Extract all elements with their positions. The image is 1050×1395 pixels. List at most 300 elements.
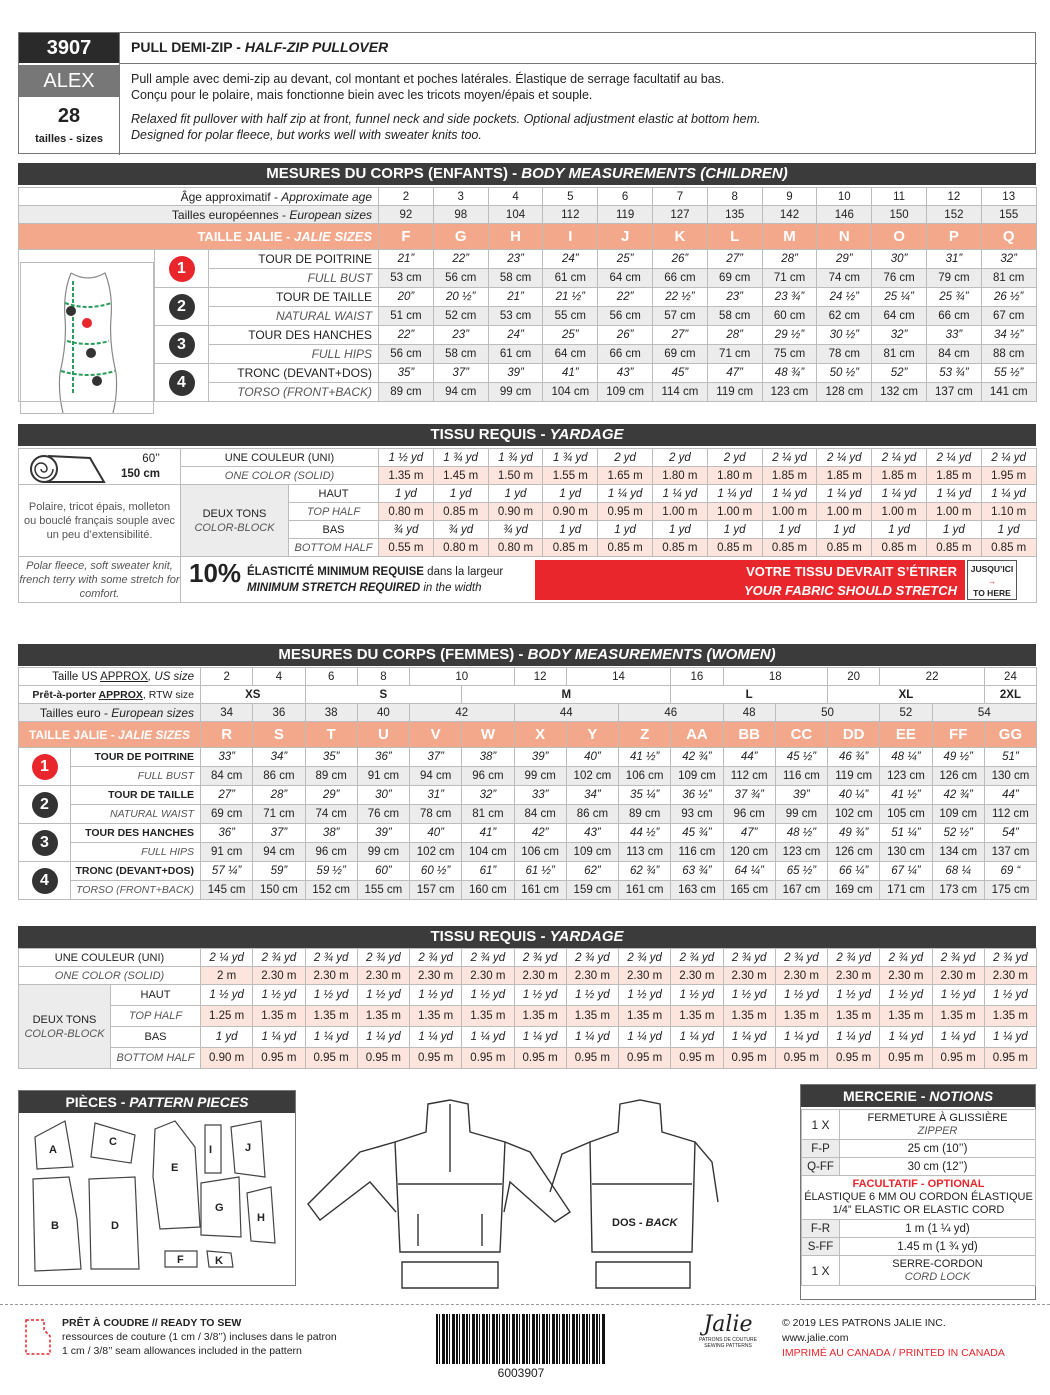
m-cell: 1.80 m xyxy=(707,467,762,485)
top-label: HAUT xyxy=(111,985,201,1006)
age-label: Âge approximatif - Approximate age xyxy=(19,188,379,206)
solid-row-yd xyxy=(19,949,1037,967)
jalie-size-cell: AA xyxy=(671,722,723,748)
measurement-row-cm xyxy=(19,881,1037,900)
m-cell: 1.35 m xyxy=(723,1006,775,1027)
cm-cell: 109 cm xyxy=(932,805,984,824)
cm-cell: 119 cm xyxy=(828,767,880,786)
stretch-row xyxy=(19,557,1037,603)
cm-cell: 66 cm xyxy=(598,345,653,364)
yd-cell: 1 ¼ yd xyxy=(926,485,981,503)
inch-cell: 40” xyxy=(410,824,462,843)
desc-fr-1: Pull ample avec demi-zip au devant, col montant et poches latérales. Élastique de serrage facultatif au bas. xyxy=(131,72,725,86)
cm-cell: 74 cm xyxy=(305,805,357,824)
inch-cell: 24 ½” xyxy=(817,288,872,307)
top-row-m xyxy=(19,1006,1037,1027)
cm-cell: 56 cm xyxy=(433,269,488,288)
yd-cell: 1 yd xyxy=(926,521,981,539)
barcode-number: 6003907 xyxy=(497,1366,545,1380)
width-inches: 60’’ xyxy=(142,452,160,465)
age-cell: 2 xyxy=(379,188,434,206)
yd-cell: 2 ¾ yd xyxy=(619,949,671,967)
inch-cell: 51 ¼” xyxy=(880,824,932,843)
cm-cell: 89 cm xyxy=(305,767,357,786)
measure-label: TOUR DE TAILLE xyxy=(71,786,201,805)
copyright: © 2019 LES PATRONS JALIE INC. www.jalie.com IMPRIMÉ AU CANADA / PRINTED IN CANADA xyxy=(782,1317,1005,1359)
euro-cell: 152 xyxy=(927,206,982,224)
cm-cell: 61 cm xyxy=(488,345,543,364)
inch-cell: 66 ¼” xyxy=(828,862,880,881)
cm-cell: 94 cm xyxy=(410,767,462,786)
yd-cell: 1 yd xyxy=(652,521,707,539)
cm-cell: 99 cm xyxy=(514,767,566,786)
inch-cell: 54” xyxy=(984,824,1036,843)
yd-cell: 2 ¼ yd xyxy=(926,449,981,467)
cm-cell: 78 cm xyxy=(410,805,462,824)
cm-cell: 81 cm xyxy=(462,805,514,824)
inch-cell: 42 ¾” xyxy=(932,786,984,805)
yd-cell: 2 ¾ yd xyxy=(566,949,618,967)
jalie-size-cell: X xyxy=(514,722,566,748)
inch-cell: 24” xyxy=(543,250,598,269)
jalie-size-cell: G xyxy=(433,224,488,250)
inch-cell: 48 ¼” xyxy=(880,748,932,767)
m-cell: 0.85 m xyxy=(707,539,762,557)
inch-cell: 20 ½” xyxy=(433,288,488,307)
solid-label-en: ONE COLOR (SOLID) xyxy=(181,467,379,485)
m-cell: 0.85 m xyxy=(598,539,653,557)
cm-cell: 61 cm xyxy=(543,269,598,288)
age-cell: 7 xyxy=(653,188,708,206)
cm-cell: 67 cm xyxy=(981,307,1036,326)
yd-cell: 2 ¾ yd xyxy=(514,949,566,967)
yd-cell: 1 ½ yd xyxy=(514,985,566,1006)
inch-cell: 61 ½” xyxy=(514,862,566,881)
yd-cell: 1 ¼ yd xyxy=(880,1027,932,1048)
m-cell: 0.95 m xyxy=(410,1048,462,1069)
inch-cell: 27” xyxy=(707,250,762,269)
inch-cell: 57 ¼” xyxy=(201,862,253,881)
m-cell: 1.35 m xyxy=(671,1006,723,1027)
cm-cell: 69 cm xyxy=(707,269,762,288)
yd-cell: 2 yd xyxy=(707,449,762,467)
m-cell: 0.90 m xyxy=(201,1048,253,1069)
m-cell: 1.35 m xyxy=(775,1006,827,1027)
cm-cell: 84 cm xyxy=(201,767,253,786)
m-cell: 2.30 m xyxy=(462,967,514,985)
website-link[interactable]: www.jalie.com xyxy=(782,1332,849,1344)
euro-cell: 135 xyxy=(707,206,762,224)
euro-cell: 92 xyxy=(379,206,434,224)
m-cell: 0.95 m xyxy=(932,1048,984,1069)
desc-en-1: Relaxed fit pullover with half zip at front, funnel neck and side pockets. Optional adjustment elastic at bottom hem. xyxy=(131,112,761,126)
cm-cell: 53 cm xyxy=(488,307,543,326)
cm-cell: 53 cm xyxy=(379,269,434,288)
us-size-cell: 4 xyxy=(253,668,305,686)
rtw-size-cell: M xyxy=(462,686,671,704)
yd-cell: 2 ¾ yd xyxy=(410,949,462,967)
measure-number-icon: 4 xyxy=(32,868,58,894)
m-cell: 0.95 m xyxy=(984,1048,1036,1069)
euro-cell: 34 xyxy=(201,704,253,722)
solid-label: UNE COULEUR (UNI) xyxy=(19,949,201,967)
measure-label: TOUR DE POITRINE xyxy=(71,748,201,767)
m-cell: 0.95 m xyxy=(598,503,653,521)
m-cell: 1.35 m xyxy=(379,467,434,485)
cm-cell: 94 cm xyxy=(433,383,488,402)
solid-row-yd xyxy=(19,449,1037,467)
inch-cell: 29” xyxy=(817,250,872,269)
cm-cell: 109 cm xyxy=(671,767,723,786)
inch-cell: 34” xyxy=(253,748,305,767)
cm-cell: 99 cm xyxy=(488,383,543,402)
yd-cell: 1 ¼ yd xyxy=(984,1027,1036,1048)
cm-cell: 171 cm xyxy=(880,881,932,900)
inch-cell: 42” xyxy=(514,824,566,843)
inch-cell: 27” xyxy=(201,786,253,805)
yd-cell: 1 ¼ yd xyxy=(817,485,872,503)
inch-cell: 31” xyxy=(410,786,462,805)
cm-cell: 91 cm xyxy=(201,843,253,862)
m-cell: 0.80 m xyxy=(488,539,543,557)
measure-number-cell xyxy=(19,748,71,786)
yd-cell: 1 yd xyxy=(543,485,598,503)
m-cell: 1.35 m xyxy=(514,1006,566,1027)
measure-label-en: FULL BUST xyxy=(209,269,379,288)
yd-cell: 2 ¼ yd xyxy=(817,449,872,467)
cm-cell: 89 cm xyxy=(379,383,434,402)
seam-en: 1 cm / 3/8’’ seam allowances included in the pattern xyxy=(62,1345,302,1357)
inch-cell: 51” xyxy=(984,748,1036,767)
cm-cell: 57 cm xyxy=(653,307,708,326)
yd-cell: 1 yd xyxy=(817,521,872,539)
inch-cell: 22” xyxy=(433,250,488,269)
euro-cell: 40 xyxy=(357,704,409,722)
cm-cell: 112 cm xyxy=(723,767,775,786)
inch-cell: 41 ½” xyxy=(880,786,932,805)
cm-cell: 123 cm xyxy=(775,843,827,862)
us-size-label: Taille US APPROX, US size xyxy=(19,668,201,686)
cm-cell: 104 cm xyxy=(462,843,514,862)
inch-cell: 65 ½” xyxy=(775,862,827,881)
inch-cell: 35” xyxy=(305,748,357,767)
jalie-label: TAILLE JALIE - JALIE SIZES xyxy=(19,722,201,748)
cm-cell: 89 cm xyxy=(619,805,671,824)
cm-cell: 161 cm xyxy=(514,881,566,900)
m-cell: 1.95 m xyxy=(981,467,1036,485)
m-cell: 0.85 m xyxy=(926,539,981,557)
inch-cell: 36 ½” xyxy=(671,786,723,805)
yd-cell: 1 ½ yd xyxy=(932,985,984,1006)
stretch-percent: 10% xyxy=(189,558,242,588)
jalie-size-cell: GG xyxy=(984,722,1036,748)
inch-cell: 40 ¼” xyxy=(828,786,880,805)
m-cell: 2 m xyxy=(201,967,253,985)
jalie-size-cell: Y xyxy=(566,722,618,748)
rtw-size-cell: L xyxy=(671,686,828,704)
cm-cell: 104 cm xyxy=(543,383,598,402)
jalie-size-cell: W xyxy=(462,722,514,748)
cm-cell: 155 cm xyxy=(357,881,409,900)
cm-cell: 66 cm xyxy=(653,269,708,288)
yd-cell: 2 ¼ yd xyxy=(981,449,1036,467)
measurement-row-cm xyxy=(19,805,1037,824)
us-size-row xyxy=(19,668,1037,686)
inch-cell: 49 ½” xyxy=(932,748,984,767)
inch-cell: 31” xyxy=(927,250,982,269)
piece-label: F xyxy=(177,1254,184,1266)
euro-cell: 127 xyxy=(653,206,708,224)
inch-cell: 23” xyxy=(707,288,762,307)
us-size-cell: 14 xyxy=(566,668,671,686)
cm-cell: 58 cm xyxy=(433,345,488,364)
inch-cell: 21” xyxy=(488,288,543,307)
solid-label-en: ONE COLOR (SOLID) xyxy=(19,967,201,985)
yd-cell: 1 ¾ yd xyxy=(433,449,488,467)
yd-cell: 1 yd xyxy=(981,521,1036,539)
inch-cell: 23” xyxy=(433,326,488,345)
inch-cell: 20” xyxy=(379,288,434,307)
euro-cell: 36 xyxy=(253,704,305,722)
inch-cell: 43” xyxy=(598,364,653,383)
fabric-en: Polar fleece, soft sweater knit, french terry with some stretch for comfort. xyxy=(19,557,181,603)
inch-cell: 59” xyxy=(253,862,305,881)
pattern-number: 3907 xyxy=(19,33,119,63)
yd-cell: 1 ¼ yd xyxy=(723,1027,775,1048)
fabric-roll-icon xyxy=(28,452,108,491)
cm-cell: 114 cm xyxy=(653,383,708,402)
jalie-size-cell: F xyxy=(379,224,434,250)
women-yardage-title xyxy=(18,926,1036,948)
inch-cell: 30 ½” xyxy=(817,326,872,345)
children-yardage-table xyxy=(18,448,1037,603)
m-cell: 2.30 m xyxy=(880,967,932,985)
jalie-size-cell: H xyxy=(488,224,543,250)
cm-cell: 84 cm xyxy=(927,345,982,364)
cm-cell: 62 cm xyxy=(817,307,872,326)
piece-label: I xyxy=(209,1144,213,1156)
seam-icon xyxy=(22,1316,52,1361)
m-cell: 0.95 m xyxy=(357,1048,409,1069)
measurement-row-cm xyxy=(19,843,1037,862)
cm-cell: 150 cm xyxy=(253,881,305,900)
age-cell: 10 xyxy=(817,188,872,206)
inch-cell: 22” xyxy=(598,288,653,307)
top-label: HAUT xyxy=(289,485,379,503)
children-measurement-table xyxy=(18,187,1037,402)
cm-cell: 145 cm xyxy=(201,881,253,900)
measure-number-icon: 1 xyxy=(32,754,58,780)
cm-cell: 71 cm xyxy=(707,345,762,364)
us-size-cell: 12 xyxy=(514,668,566,686)
age-cell: 6 xyxy=(598,188,653,206)
piece-label: H xyxy=(257,1212,265,1224)
inch-cell: 44 ½” xyxy=(619,824,671,843)
rtw-size-row xyxy=(19,686,1037,704)
inch-cell: 47” xyxy=(723,824,775,843)
us-size-cell: 22 xyxy=(880,668,985,686)
m-cell: 1.35 m xyxy=(619,1006,671,1027)
euro-label: Tailles euro - European sizes xyxy=(19,704,201,722)
measure-label: TOUR DES HANCHES xyxy=(209,326,379,345)
cm-cell: 76 cm xyxy=(872,269,927,288)
measure-label: TOUR DES HANCHES xyxy=(71,824,201,843)
yd-cell: 1 yd xyxy=(201,1027,253,1048)
age-cell: 8 xyxy=(707,188,762,206)
m-cell: 2.30 m xyxy=(723,967,775,985)
measure-number-icon: 3 xyxy=(169,332,195,358)
inch-cell: 37 ¾” xyxy=(723,786,775,805)
jalie-size-cell: I xyxy=(543,224,598,250)
cm-cell: 102 cm xyxy=(410,843,462,862)
elastic-row: FACULTATIF - OPTIONAL ÉLASTIQUE 6 MM OU CORDON ÉLASTIQUE 1/4” ELASTIC OR ELASTIC CORD xyxy=(802,1176,1036,1220)
cm-cell: 64 cm xyxy=(543,345,598,364)
rtw-size-cell: 2XL xyxy=(984,686,1036,704)
euro-cell: 38 xyxy=(305,704,357,722)
cm-cell: 120 cm xyxy=(723,843,775,862)
yd-cell: 1 yd xyxy=(433,485,488,503)
inch-cell: 61” xyxy=(462,862,514,881)
jalie-size-cell: FF xyxy=(932,722,984,748)
inch-cell: 69 “ xyxy=(984,862,1036,881)
inch-cell: 26” xyxy=(653,250,708,269)
inch-cell: 28” xyxy=(762,250,817,269)
measure-label-en: FULL BUST xyxy=(71,767,201,786)
m-cell: 0.85 m xyxy=(981,539,1036,557)
jalie-size-row xyxy=(19,722,1037,748)
cm-cell: 96 cm xyxy=(723,805,775,824)
cm-cell: 75 cm xyxy=(762,345,817,364)
bottom-label-en: BOTTOM HALF xyxy=(111,1048,201,1069)
jalie-size-cell: M xyxy=(762,224,817,250)
cm-cell: 167 cm xyxy=(775,881,827,900)
cm-cell: 141 cm xyxy=(981,383,1036,402)
yd-cell: 1 ½ yd xyxy=(410,985,462,1006)
cm-cell: 102 cm xyxy=(566,767,618,786)
cm-cell: 69 cm xyxy=(653,345,708,364)
cm-cell: 88 cm xyxy=(981,345,1036,364)
cm-cell: 109 cm xyxy=(566,843,618,862)
cm-cell: 99 cm xyxy=(357,843,409,862)
yd-cell: 2 ¼ yd xyxy=(201,949,253,967)
us-size-cell: 10 xyxy=(410,668,515,686)
fabric-fr: Polaire, tricot épais, molleton ou bouclé français souple avec un peu d’extensibilité. xyxy=(23,500,176,541)
measure-number-icon: 4 xyxy=(169,370,195,396)
cm-cell: 126 cm xyxy=(932,767,984,786)
jalie-size-cell: Q xyxy=(981,224,1036,250)
m-cell: 1.00 m xyxy=(872,503,927,521)
jalie-logo: Jalie PATRONS DE COUTURE SEWING PATTERNS xyxy=(699,1312,757,1349)
desc-en-2: Designed for polar fleece, but works well with sweater knits too. xyxy=(131,128,482,142)
cm-cell: 106 cm xyxy=(514,843,566,862)
m-cell: 0.85 m xyxy=(872,539,927,557)
notions-table xyxy=(801,1109,1036,1286)
yd-cell: 2 ¼ yd xyxy=(762,449,817,467)
inch-cell: 49 ¾” xyxy=(828,824,880,843)
inch-cell: 63 ¾” xyxy=(671,862,723,881)
m-cell: 0.95 m xyxy=(253,1048,305,1069)
cm-cell: 123 cm xyxy=(762,383,817,402)
cm-cell: 99 cm xyxy=(775,805,827,824)
inch-cell: 36” xyxy=(357,748,409,767)
yd-cell: 2 ¾ yd xyxy=(462,949,514,967)
inch-cell: 37” xyxy=(410,748,462,767)
cm-cell: 152 cm xyxy=(305,881,357,900)
inch-cell: 34 ½” xyxy=(981,326,1036,345)
m-cell: 2.30 m xyxy=(514,967,566,985)
m-cell: 1.85 m xyxy=(762,467,817,485)
inch-cell: 37” xyxy=(433,364,488,383)
measure-label: TRONC (DEVANT+DOS) xyxy=(209,364,379,383)
euro-cell: 112 xyxy=(543,206,598,224)
piece-label: D xyxy=(111,1220,119,1232)
m-cell: 2.30 m xyxy=(775,967,827,985)
yd-cell: ¾ yd xyxy=(488,521,543,539)
inch-cell: 42 ¾” xyxy=(671,748,723,767)
seam-fr: ressources de couture (1 cm / 3/8’’) incluses dans le patron xyxy=(62,1331,337,1343)
m-cell: 1.35 m xyxy=(253,1006,305,1027)
ready-to-sew xyxy=(62,1316,337,1358)
rtw-label: Prêt-à-porter APPROX, RTW size xyxy=(19,686,201,704)
piece-label: E xyxy=(171,1162,179,1174)
m-cell: 2.30 m xyxy=(410,967,462,985)
children-title-en: BODY MEASUREMENTS (CHILDREN) xyxy=(521,165,788,182)
sizes-label: tailles - sizes xyxy=(35,133,103,145)
euro-cell: 146 xyxy=(817,206,872,224)
yd-cell: 1 ¼ yd xyxy=(514,1027,566,1048)
inch-cell: 52” xyxy=(872,364,927,383)
m-cell: 0.85 m xyxy=(652,539,707,557)
yd-cell: 1 ½ yd xyxy=(462,985,514,1006)
cm-cell: 56 cm xyxy=(598,307,653,326)
us-size-cell: 2 xyxy=(201,668,253,686)
m-cell: 1.35 m xyxy=(984,1006,1036,1027)
euro-size-row xyxy=(19,704,1037,722)
cm-cell: 137 cm xyxy=(927,383,982,402)
cm-cell: 137 cm xyxy=(984,843,1036,862)
fabric-description-cell xyxy=(19,485,181,557)
children-title-fr: MESURES DU CORPS (ENFANTS) - xyxy=(266,165,522,182)
measure-number-cell xyxy=(155,326,209,364)
m-cell: 1.35 m xyxy=(305,1006,357,1027)
measure-number-cell xyxy=(19,824,71,862)
cm-cell: 86 cm xyxy=(566,805,618,824)
m-cell: 0.85 m xyxy=(762,539,817,557)
measure-label: TRONC (DEVANT+DOS) xyxy=(71,862,201,881)
cm-cell: 128 cm xyxy=(817,383,872,402)
inch-cell: 35 ¼” xyxy=(619,786,671,805)
cm-cell: 86 cm xyxy=(253,767,305,786)
cm-cell: 55 cm xyxy=(543,307,598,326)
inch-cell: 36” xyxy=(201,824,253,843)
measure-number-cell xyxy=(155,288,209,326)
m-cell: 1.00 m xyxy=(817,503,872,521)
yd-cell: 1 ¼ yd xyxy=(775,1027,827,1048)
zipper-row xyxy=(802,1110,1036,1140)
title-fr: PULL DEMI-ZIP - xyxy=(131,39,245,55)
cm-cell: 51 cm xyxy=(379,307,434,326)
children-measurements-title xyxy=(18,163,1036,185)
inch-cell: 45” xyxy=(653,364,708,383)
cm-cell: 126 cm xyxy=(828,843,880,862)
yd-cell: 1 ¼ yd xyxy=(981,485,1036,503)
w-yardage-title-en: YARDAGE xyxy=(549,928,624,945)
yd-cell: 1 yd xyxy=(872,521,927,539)
yd-cell: 1 ¾ yd xyxy=(543,449,598,467)
cm-cell: 159 cm xyxy=(566,881,618,900)
inch-cell: 26” xyxy=(598,326,653,345)
euro-cell: 44 xyxy=(514,704,619,722)
